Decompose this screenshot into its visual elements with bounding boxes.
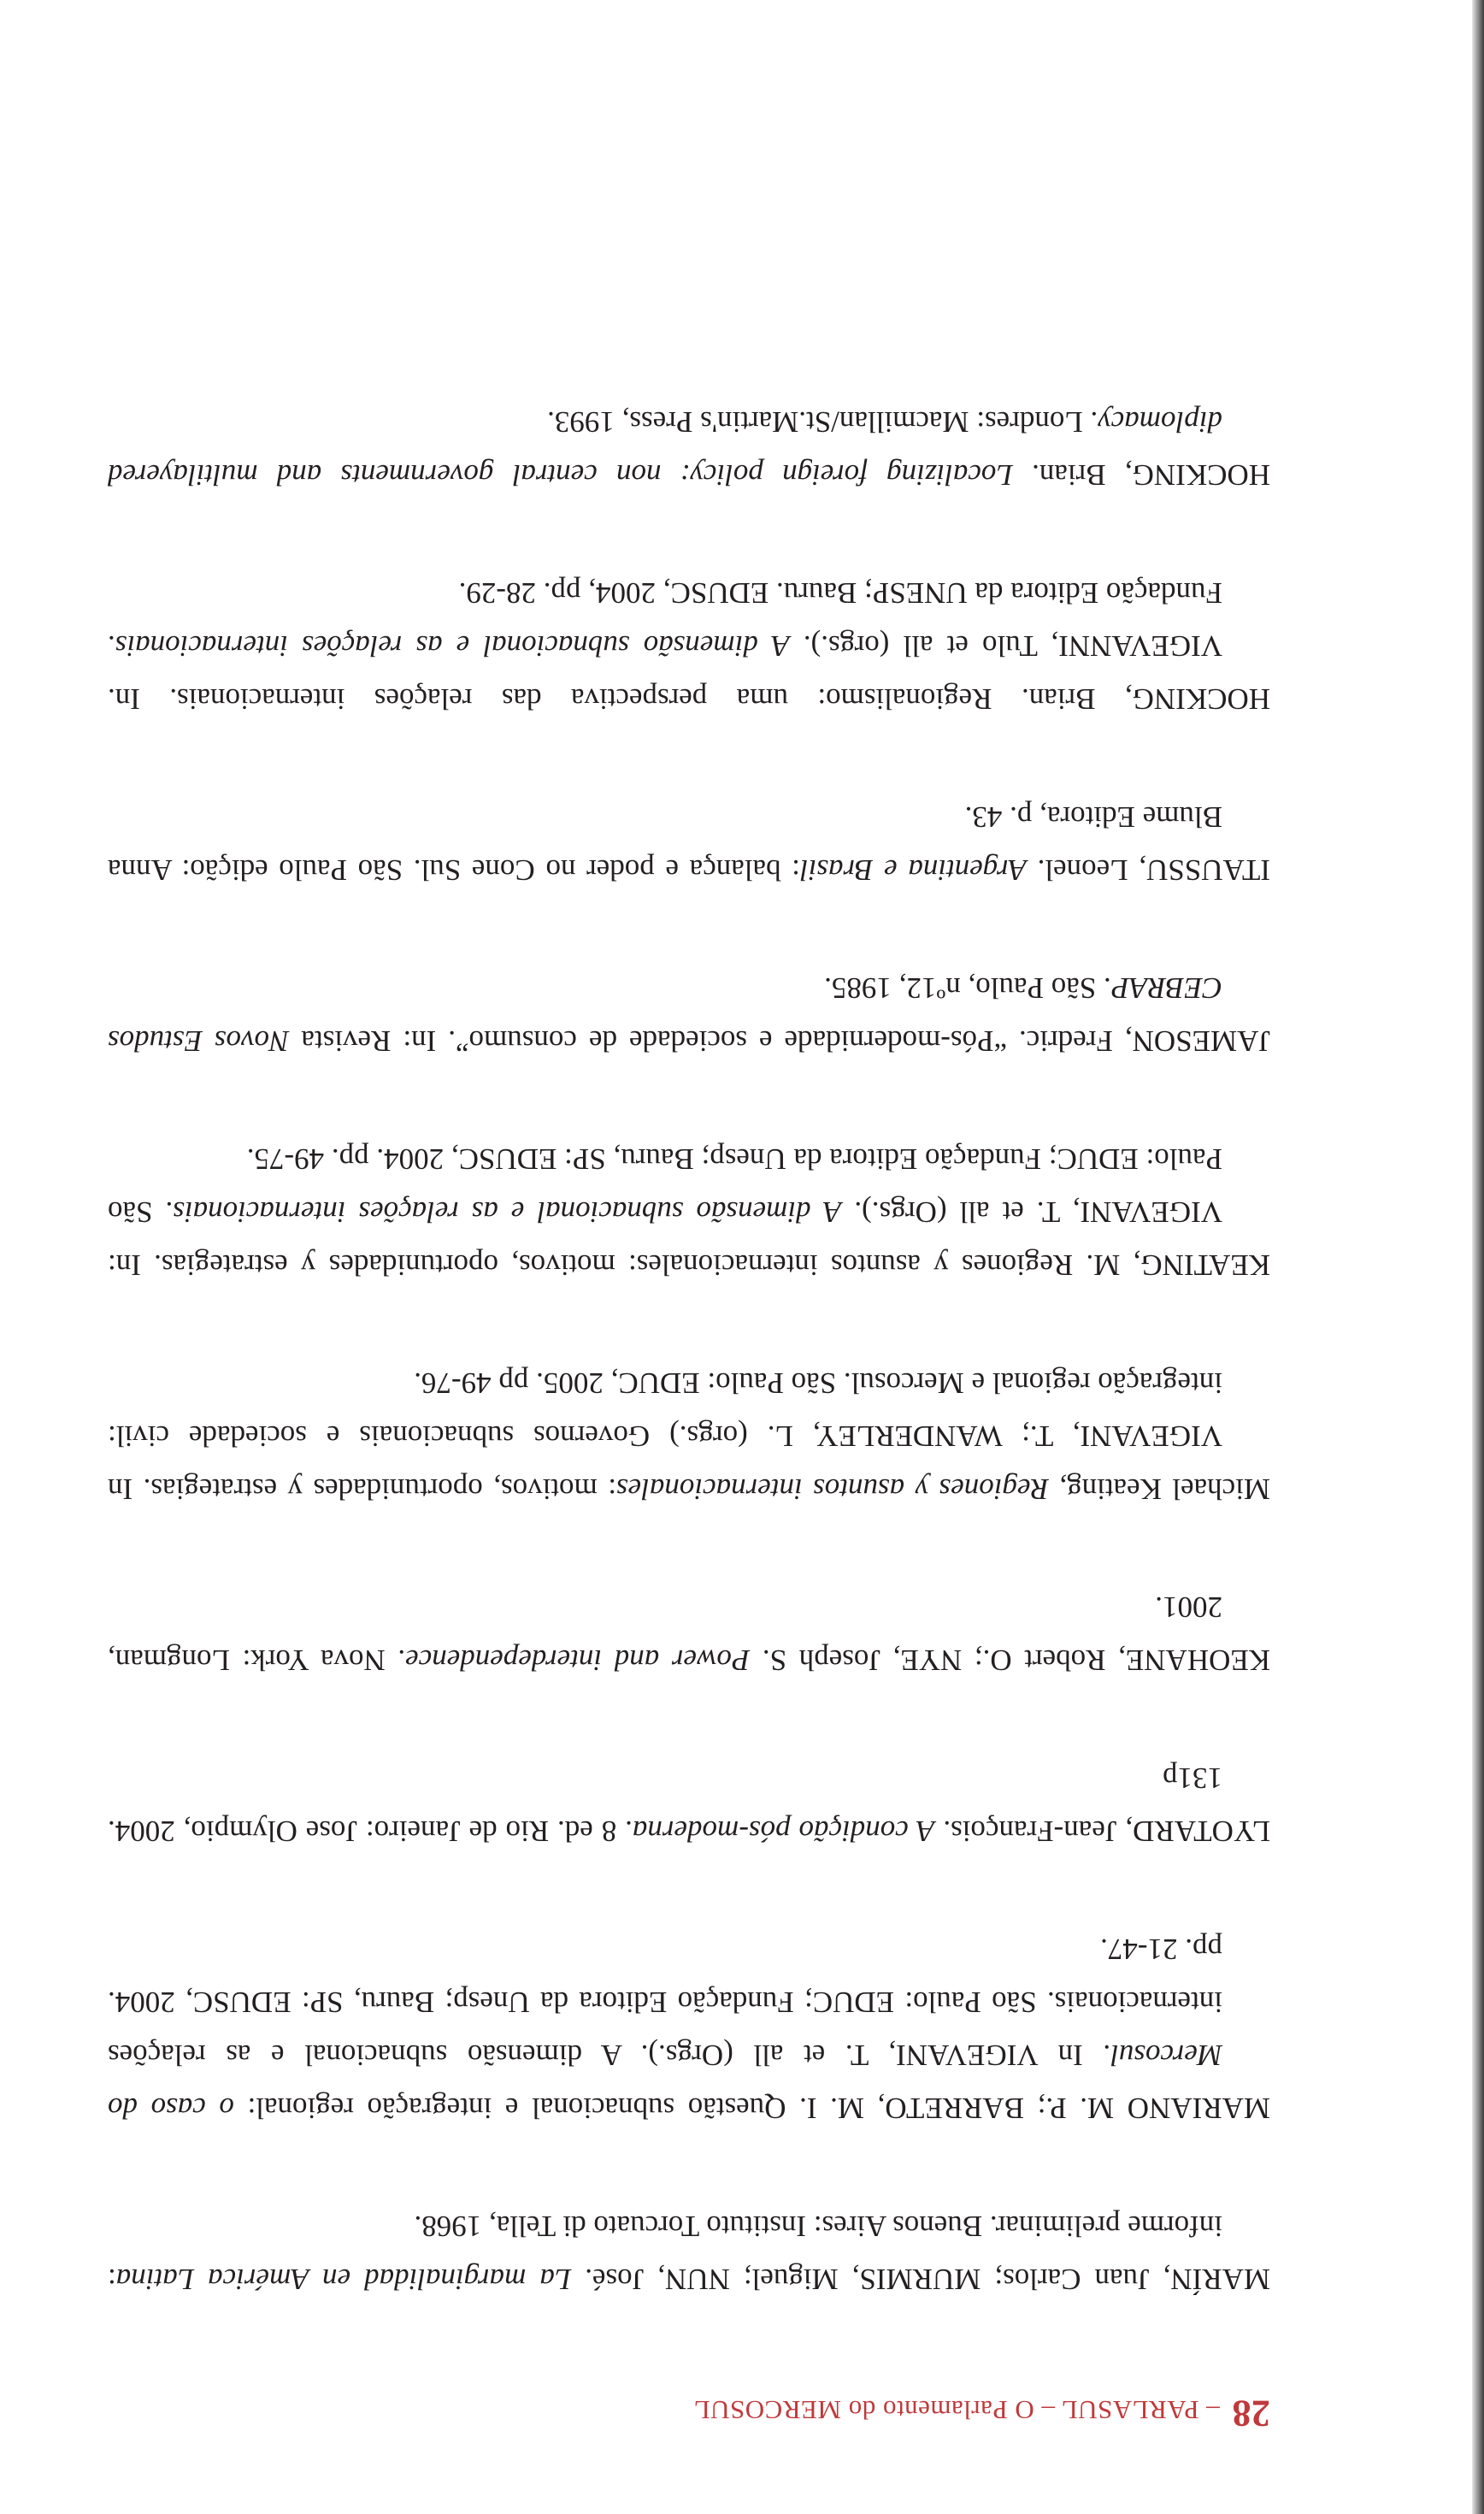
reference-entry [108, 2199, 1270, 2305]
running-header [108, 2387, 1270, 2439]
reference-details: . Fundação Editora da UNESP; Bauru. EDUSC, 2004, pp. 28-29. [107, 576, 1222, 663]
reference-title: o caso do Mercosul [108, 2039, 1222, 2125]
reference-details: : motivos, oportunidades y estrategias. In VIGEVANI, T.; WANDERLEY, L. (orgs.) Governos subnacionais e sociedade civil: integração regional e Mercosul. São Paulo: EDUC, 2005. pp 49-76. [108, 1366, 1222, 1506]
reference-author: HOCKING, Brian. [1032, 458, 1270, 492]
reference-entry [108, 1356, 1270, 1515]
reference-details: . São Paulo: EDUC; Fundação Editora da Unesp; Bauru, SP: EDUSC, 2004. pp. 49-75. [107, 1142, 1222, 1229]
reference-author: ITAUSSU, Leonel. [1037, 853, 1270, 887]
reference-entry [108, 1132, 1270, 1291]
reference-details: : informe preliminar. Buenos Aires: Instituto Torcuato di Tella, 1968. [108, 2210, 1222, 2296]
reference-text: Regiones y asuntos internacionales: motivos, oportunidades y estrategias. In: VIGEVANI, T. et all (Orgs.). [108, 1195, 1222, 1282]
reference-title: Novos Estudos CEBRAP [107, 971, 1222, 1058]
reference-entry [108, 1751, 1270, 1857]
reference-author: JAMESON, Fredric. [1019, 1024, 1270, 1058]
page-content [108, 330, 1270, 2439]
reference-entry [108, 1922, 1270, 2134]
reference-details: . São Paulo, nº12, 1985. [824, 971, 1111, 1005]
reference-title: A dimensão subnacional e as relações internacionais [173, 1195, 842, 1229]
reference-details: . Nova York: Longman, 2001. [107, 1590, 1222, 1677]
page-number: 28 [1232, 2393, 1270, 2434]
reference-entry [108, 961, 1270, 1067]
reference-entry [108, 566, 1270, 725]
reference-title: Localizing foreign policy: non central governments and multilayered diplomacy [107, 405, 1222, 492]
reference-entry [108, 395, 1270, 501]
reference-title: Argentina e Brasil [799, 853, 1027, 887]
reference-title: La marginalidad en América Latina [115, 2263, 572, 2296]
reference-title: Regiones y asuntos internacionales [615, 1472, 1049, 1506]
reference-text: Regionalismo: uma perspectiva das relações internacionais. In. VIGEVANNI, Tulo et all (orgs.). [107, 629, 1222, 716]
reference-title: A dimensão subnacional e as relações internacionais [115, 629, 790, 663]
reference-title: Power and interdependence [405, 1644, 751, 1677]
running-title: – PARLASUL – O Parlamento do MERCOSUL [693, 2395, 1220, 2425]
reference-author: KEATING, M. [1086, 1248, 1270, 1282]
reference-author: MARÍN, Juan Carlos; MURMIS, Miguel; NUN, José. [585, 2263, 1270, 2296]
reference-details: . 8 ed. Rio de Janeiro: Jose Olympio, 2004. 131p [107, 1762, 1222, 1848]
reference-details: : balança e poder no Cone Sul. São Paulo edição: Anna Blume Editora, p. 43. [108, 800, 1222, 887]
reference-entry [108, 790, 1270, 896]
reference-author: Michael Keating, [1059, 1472, 1270, 1506]
reference-author: HOCKING, Brian. [1021, 682, 1270, 716]
reference-text: “Pós-modernidade e sociedade de consumo”. In: Revista [301, 1024, 1007, 1058]
reference-author: MARIANO M. P.; BARRETO, M. I. [799, 2092, 1270, 2125]
reference-author: LYOTARD, Jean-François. [943, 1815, 1270, 1848]
reference-text: Questão subnacional e integração regional: [247, 2092, 786, 2125]
reference-title: A condição pós-moderna [632, 1815, 935, 1848]
reference-author: KEOHANE, Robert O.; NYE, Joseph S. [762, 1644, 1270, 1677]
reference-list [108, 395, 1270, 2305]
reference-details: . In VIGEVANI, T. et all (Orgs.). A dimensão subnacional e as relações internacionais. São Paulo: EDUC; Fundação Editora da Unesp; Bauru, SP: EDUSC, 2004. pp. 21-47. [108, 1933, 1222, 2072]
reference-entry [108, 1580, 1270, 1686]
reference-details: . Londres: Macmillan/St.Martin's Press, 1993. [547, 405, 1098, 439]
